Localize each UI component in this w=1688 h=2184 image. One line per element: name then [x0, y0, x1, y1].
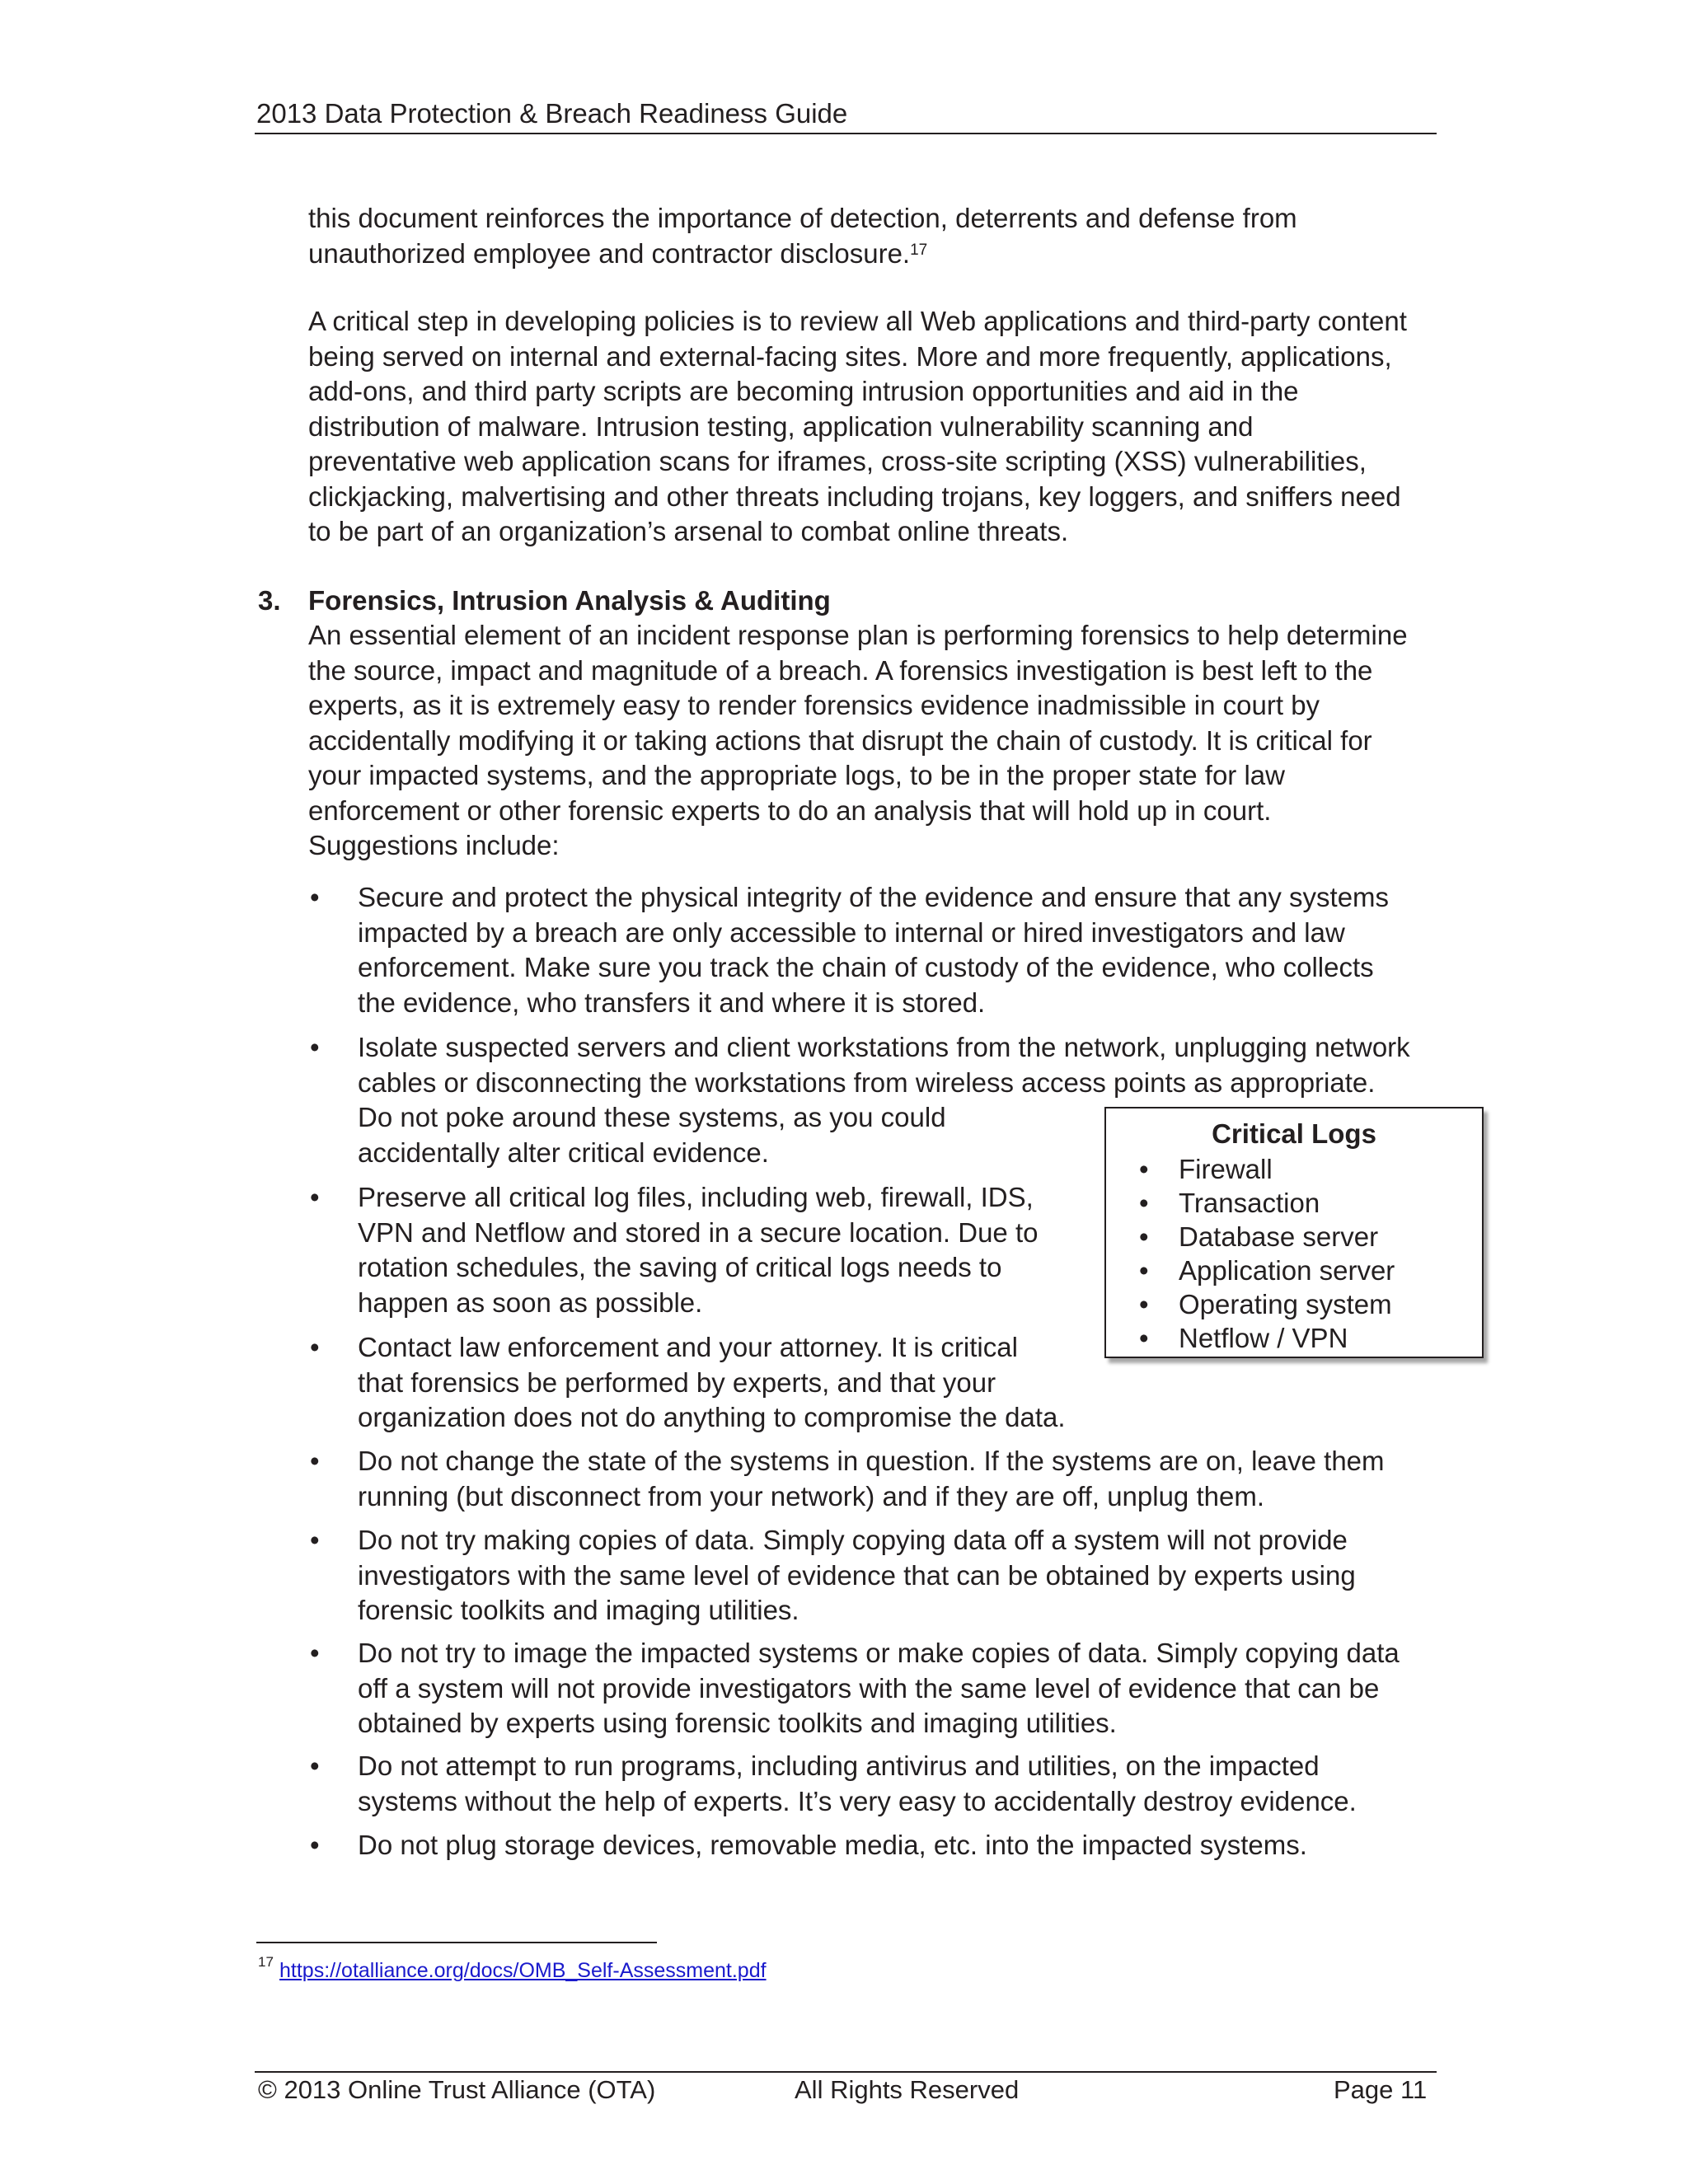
- bullet-marker: •: [310, 1638, 320, 1668]
- text-line: systems without the help of experts. It’s very easy to accidentally destroy evidence.: [358, 1785, 1357, 1816]
- text-line: Do not plug storage devices, removable media, etc. into the impacted systems.: [358, 1830, 1307, 1860]
- footnote-separator: [256, 1942, 657, 1943]
- list-item: [1139, 1287, 1395, 1321]
- text-line: being served on internal and external-facing sites. More and more frequently, applications,: [308, 340, 1392, 372]
- log-item-label: Operating system: [1179, 1289, 1392, 1319]
- text-line: rotation schedules, the saving of critical logs needs to: [358, 1252, 1002, 1282]
- text-line: this document reinforces the importance of detection, deterrents and defense from: [308, 203, 1297, 233]
- bullet-marker: •: [1139, 1255, 1149, 1286]
- list-item: [358, 1828, 1307, 1863]
- log-item-label: Transaction: [1179, 1188, 1320, 1218]
- list-item: [358, 1330, 1066, 1436]
- text-line: the evidence, who transfers it and where it is stored.: [358, 987, 986, 1018]
- text-line: obtained by experts using forensic toolkits and imaging utilities.: [358, 1708, 1117, 1738]
- critical-logs-title: Critical Logs: [1212, 1118, 1376, 1149]
- bullet-marker: •: [310, 1525, 320, 1555]
- text-line: Contact law enforcement and your attorney. It is critical: [358, 1332, 1018, 1362]
- text-line: clickjacking, malvertising and other threats including trojans, key loggers, and sniffers need: [308, 480, 1401, 512]
- bullet-marker: •: [310, 1446, 320, 1476]
- text-line: Do not try to image the impacted systems or make copies of data. Simply copying data: [358, 1638, 1400, 1668]
- text-line: enforcement or other forensic experts to do an analysis that will hold up in court.: [308, 794, 1272, 826]
- text-line: off a system will not provide investigators with the same level of evidence that can be: [358, 1672, 1380, 1704]
- text-line: Preserve all critical log files, including web, firewall, IDS,: [358, 1182, 1034, 1212]
- text-line: accidentally modifying it or taking actions that disrupt the chain of custody. It is critical for: [308, 724, 1372, 756]
- text-line: enforcement. Make sure you track the chain of custody of the evidence, who collects: [358, 952, 1374, 982]
- text-line: forensic toolkits and imaging utilities.: [358, 1595, 799, 1625]
- text-line: the source, impact and magnitude of a breach. A forensics investigation is best left to the: [308, 654, 1373, 686]
- text-line-content: unauthorized employee and contractor disclosure.: [308, 237, 911, 269]
- bullet-marker: •: [1139, 1323, 1149, 1353]
- bullet-marker: •: [310, 1032, 320, 1062]
- footnote-number: 17: [258, 1954, 274, 1970]
- text-line: accidentally alter critical evidence.: [358, 1137, 769, 1168]
- list-item: [358, 1180, 1038, 1320]
- text-line: VPN and Netflow and stored in a secure location. Due to: [358, 1216, 1039, 1248]
- footer-rule: [255, 2071, 1437, 2073]
- list-item: [1139, 1321, 1395, 1355]
- text-line: A critical step in developing policies is to review all Web applications and third-party content: [308, 306, 1407, 336]
- bullet-marker: •: [1139, 1221, 1149, 1252]
- list-item: [1139, 1186, 1395, 1220]
- log-item-label: Netflow / VPN: [1179, 1323, 1348, 1353]
- section-body: [308, 618, 1446, 864]
- bullet-marker: •: [310, 1182, 320, 1212]
- text-line: Isolate suspected servers and client workstations from the network, unplugging network: [358, 1032, 1410, 1062]
- text-line: Do not poke around these systems, as you could: [358, 1102, 946, 1132]
- bullet-marker: •: [1139, 1154, 1149, 1184]
- footer-copyright: © 2013 Online Trust Alliance (OTA): [258, 2075, 656, 2104]
- bullet-marker: •: [310, 1332, 320, 1362]
- text-line: Suggestions include:: [308, 830, 560, 860]
- text-line: An essential element of an incident response plan is performing forensics to help determine: [308, 620, 1408, 650]
- running-header-title: 2013 Data Protection & Breach Readiness Guide: [256, 98, 848, 129]
- bullet-marker: •: [310, 882, 320, 912]
- bullet-marker: •: [310, 1750, 320, 1781]
- text-line: investigators with the same level of evidence that can be obtained by experts using: [358, 1559, 1356, 1591]
- text-line: to be part of an organization’s arsenal to combat online threats.: [308, 516, 1069, 546]
- log-item-label: Database server: [1179, 1221, 1379, 1252]
- text-line: running (but disconnect from your network) and if they are off, unplug them.: [358, 1480, 1264, 1511]
- list-item: [358, 1636, 1400, 1741]
- list-item: [358, 1523, 1356, 1629]
- bullet-marker: •: [1139, 1289, 1149, 1319]
- text-line: organization does not do anything to compromise the data.: [358, 1402, 1066, 1432]
- text-line: distribution of malware. Intrusion testing, application vulnerability scanning and: [308, 410, 1254, 442]
- critical-logs-box: [1104, 1107, 1484, 1358]
- text-line: preventative web application scans for iframes, cross-site scripting (XSS) vulnerabilities,: [308, 446, 1367, 476]
- text-line: add-ons, and third party scripts are becoming intrusion opportunities and aid in the: [308, 376, 1299, 406]
- text-line: impacted by a breach are only accessible to internal or hired investigators and law: [358, 916, 1345, 948]
- header-rule: [255, 133, 1437, 134]
- text-line: Do not try making copies of data. Simply copying data off a system will not provide: [358, 1525, 1348, 1555]
- list-item: [1139, 1254, 1395, 1287]
- text-line: your impacted systems, and the appropriate logs, to be in the proper state for law: [308, 760, 1285, 790]
- list-item: [1139, 1220, 1395, 1254]
- text-line: Do not attempt to run programs, including antivirus and utilities, on the impacted: [358, 1750, 1320, 1781]
- intro-paragraph-2: [308, 304, 1446, 550]
- list-item: [358, 1749, 1357, 1819]
- footnote-reference[interactable]: 17: [910, 241, 928, 259]
- critical-logs-list: [1139, 1152, 1395, 1355]
- log-item-label: Firewall: [1179, 1154, 1273, 1184]
- text-line: Do not change the state of the systems in question. If the systems are on, leave them: [358, 1446, 1385, 1476]
- intro-paragraph-1: [308, 201, 1446, 271]
- list-item: [1139, 1152, 1395, 1186]
- text-line: [308, 237, 1446, 272]
- list-item: [358, 1444, 1385, 1514]
- log-item-label: Application server: [1179, 1255, 1395, 1286]
- text-line: cables or disconnecting the workstations from wireless access points as appropriate.: [358, 1066, 1376, 1098]
- bullet-marker: •: [310, 1830, 320, 1860]
- section-heading: Forensics, Intrusion Analysis & Auditing: [308, 585, 831, 616]
- section-number: 3.: [258, 585, 281, 616]
- text-line: happen as soon as possible.: [358, 1286, 703, 1318]
- bullet-marker: •: [1139, 1188, 1149, 1218]
- footer-rights: All Rights Reserved: [795, 2075, 1020, 2104]
- text-line: experts, as it is extremely easy to render forensics evidence inadmissible in court by: [308, 690, 1320, 720]
- text-line: that forensics be performed by experts, and that your: [358, 1366, 996, 1398]
- text-line: Secure and protect the physical integrity of the evidence and ensure that any systems: [358, 882, 1390, 912]
- list-item: [358, 880, 1389, 1020]
- footnote-link[interactable]: https://otalliance.org/docs/OMB_Self-Assessment.pdf: [279, 1959, 767, 1982]
- page-number: Page 11: [1334, 2075, 1428, 2104]
